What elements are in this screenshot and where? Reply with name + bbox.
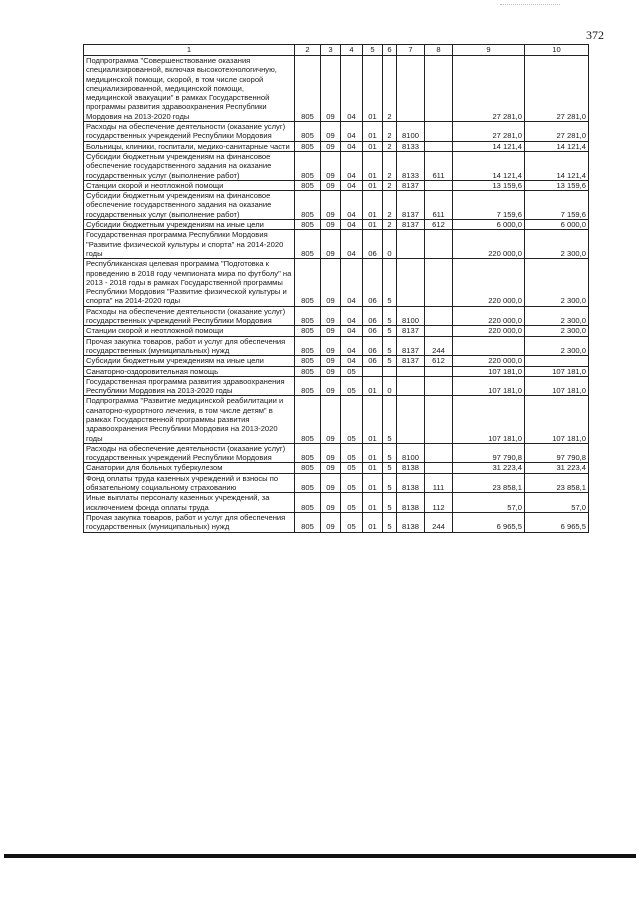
cell-col-6	[383, 366, 397, 376]
cell-col-5: 01	[363, 396, 383, 443]
cell-col-9: 31 223,4	[453, 463, 525, 473]
row-name: Расходы на обеспечение деятельности (оказание услуг) государственных учреждений Республики Мордовия	[84, 443, 295, 463]
cell-col-4: 05	[341, 443, 363, 463]
cell-col-6: 5	[383, 512, 397, 532]
cell-col-7: 8137	[397, 180, 425, 190]
cell-col-6: 5	[383, 326, 397, 336]
cell-col-3: 09	[321, 230, 341, 259]
cell-col-4: 04	[341, 230, 363, 259]
cell-col-3: 09	[321, 122, 341, 142]
table-body	[84, 56, 589, 533]
cell-col-5: 01	[363, 463, 383, 473]
cell-col-2: 805	[295, 463, 321, 473]
cell-col-9: 23 858,1	[453, 473, 525, 493]
cell-col-8: 612	[425, 356, 453, 366]
table-row	[84, 230, 589, 259]
cell-col-3: 09	[321, 220, 341, 230]
cell-col-8	[425, 180, 453, 190]
cell-col-2: 805	[295, 396, 321, 443]
cell-col-6: 2	[383, 220, 397, 230]
cell-col-7	[397, 259, 425, 306]
cell-col-5: 01	[363, 443, 383, 463]
cell-col-3: 09	[321, 366, 341, 376]
table-row	[84, 180, 589, 190]
cell-col-10: 27 281,0	[525, 122, 589, 142]
cell-col-8: 612	[425, 220, 453, 230]
cell-col-3: 09	[321, 443, 341, 463]
row-name: Субсидии бюджетным учреждениям на финансовое обеспечение государственного задания на оказание государственных услуг (выполнение работ)	[84, 191, 295, 220]
cell-col-6: 5	[383, 493, 397, 513]
table-row	[84, 306, 589, 326]
cell-col-2: 805	[295, 306, 321, 326]
cell-col-2: 805	[295, 56, 321, 122]
cell-col-5: 01	[363, 191, 383, 220]
cell-col-10: 14 121,4	[525, 141, 589, 151]
cell-col-2: 805	[295, 122, 321, 142]
cell-col-7: 8138	[397, 512, 425, 532]
cell-col-2: 805	[295, 230, 321, 259]
table-row	[84, 473, 589, 493]
cell-col-10: 7 159,6	[525, 191, 589, 220]
table-row	[84, 396, 589, 443]
cell-col-3: 09	[321, 396, 341, 443]
cell-col-10: 107 181,0	[525, 396, 589, 443]
cell-col-9	[453, 336, 525, 356]
cell-col-2: 805	[295, 259, 321, 306]
cell-col-7: 8138	[397, 493, 425, 513]
cell-col-3: 09	[321, 56, 341, 122]
cell-col-10: 27 281,0	[525, 56, 589, 122]
cell-col-2: 805	[295, 512, 321, 532]
col-header: 2	[295, 45, 321, 56]
row-name: Больницы, клиники, госпитали, медико-санитарные части	[84, 141, 295, 151]
cell-col-9: 220 000,0	[453, 356, 525, 366]
table-row	[84, 220, 589, 230]
cell-col-2: 805	[295, 356, 321, 366]
cell-col-2: 805	[295, 180, 321, 190]
cell-col-9: 14 121,4	[453, 151, 525, 180]
table-row	[84, 56, 589, 122]
cell-col-4: 04	[341, 306, 363, 326]
cell-col-6: 5	[383, 443, 397, 463]
col-header: 8	[425, 45, 453, 56]
cell-col-5: 01	[363, 493, 383, 513]
cell-col-4: 04	[341, 191, 363, 220]
cell-col-9: 6 965,5	[453, 512, 525, 532]
cell-col-3: 09	[321, 141, 341, 151]
cell-col-10: 2 300,0	[525, 259, 589, 306]
cell-col-5: 01	[363, 122, 383, 142]
cell-col-2: 805	[295, 326, 321, 336]
col-header: 1	[84, 45, 295, 56]
cell-col-5: 01	[363, 141, 383, 151]
cell-col-8	[425, 396, 453, 443]
table-row	[84, 151, 589, 180]
cell-col-4: 05	[341, 463, 363, 473]
cell-col-4: 05	[341, 473, 363, 493]
cell-col-5: 06	[363, 326, 383, 336]
cell-col-7: 8100	[397, 306, 425, 326]
page-bottom-rule	[4, 854, 636, 858]
row-name: Санаторно-оздоровительная помощь	[84, 366, 295, 376]
cell-col-8: 112	[425, 493, 453, 513]
cell-col-4: 04	[341, 220, 363, 230]
cell-col-6: 5	[383, 356, 397, 366]
table-row	[84, 122, 589, 142]
cell-col-9: 27 281,0	[453, 56, 525, 122]
cell-col-7: 8133	[397, 141, 425, 151]
cell-col-2: 805	[295, 493, 321, 513]
cell-col-8	[425, 56, 453, 122]
cell-col-8	[425, 230, 453, 259]
cell-col-4: 05	[341, 396, 363, 443]
row-name: Подпрограмма "Совершенствование оказания специализированной, включая высокотехнологичную, медицинской помощи, скорой, в том числе скорой специализированной, медицинской помощи, медицинской эвакуации" в рамках Государственной программы развития здравоохранения Республики Мордовия на 2013-2020 годы	[84, 56, 295, 122]
cell-col-7: 8137	[397, 326, 425, 336]
cell-col-3: 09	[321, 180, 341, 190]
cell-col-6: 5	[383, 463, 397, 473]
table-row	[84, 191, 589, 220]
cell-col-6: 2	[383, 191, 397, 220]
col-header: 3	[321, 45, 341, 56]
cell-col-9: 220 000,0	[453, 326, 525, 336]
cell-col-6: 2	[383, 141, 397, 151]
col-header: 5	[363, 45, 383, 56]
col-header: 6	[383, 45, 397, 56]
cell-col-9: 6 000,0	[453, 220, 525, 230]
cell-col-4: 05	[341, 366, 363, 376]
cell-col-2: 805	[295, 376, 321, 396]
cell-col-4: 04	[341, 259, 363, 306]
cell-col-9: 13 159,6	[453, 180, 525, 190]
cell-col-3: 09	[321, 151, 341, 180]
cell-col-5: 06	[363, 356, 383, 366]
cell-col-6: 5	[383, 306, 397, 326]
cell-col-7	[397, 376, 425, 396]
cell-col-3: 09	[321, 376, 341, 396]
cell-col-10: 14 121,4	[525, 151, 589, 180]
cell-col-4: 04	[341, 141, 363, 151]
cell-col-10: 107 181,0	[525, 366, 589, 376]
table-row	[84, 366, 589, 376]
cell-col-9: 27 281,0	[453, 122, 525, 142]
col-header: 7	[397, 45, 425, 56]
row-name: Субсидии бюджетным учреждениям на иные цели	[84, 356, 295, 366]
cell-col-7: 8100	[397, 122, 425, 142]
cell-col-8	[425, 306, 453, 326]
cell-col-3: 09	[321, 259, 341, 306]
budget-table	[83, 44, 589, 533]
cell-col-5	[363, 366, 383, 376]
cell-col-4: 04	[341, 122, 363, 142]
cell-col-8	[425, 326, 453, 336]
cell-col-6: 0	[383, 230, 397, 259]
cell-col-10: 31 223,4	[525, 463, 589, 473]
row-name: Расходы на обеспечение деятельности (оказание услуг) государственных учреждений Республики Мордовия	[84, 306, 295, 326]
cell-col-4: 04	[341, 356, 363, 366]
col-header: 10	[525, 45, 589, 56]
cell-col-9: 97 790,8	[453, 443, 525, 463]
cell-col-5: 01	[363, 151, 383, 180]
cell-col-2: 805	[295, 336, 321, 356]
cell-col-4: 04	[341, 336, 363, 356]
cell-col-4: 05	[341, 376, 363, 396]
row-name: Подпрограмма "Развитие медицинской реабилитации и санаторно-курортного лечения, в том числе детям" в рамках Государственной программы развития здравоохранения Республики Мордовия на 2013-2020 годы	[84, 396, 295, 443]
col-header: 4	[341, 45, 363, 56]
cell-col-7: 8138	[397, 473, 425, 493]
cell-col-8	[425, 122, 453, 142]
cell-col-6: 5	[383, 396, 397, 443]
cell-col-3: 09	[321, 306, 341, 326]
cell-col-4: 04	[341, 151, 363, 180]
table-row	[84, 493, 589, 513]
cell-col-7: 8137	[397, 220, 425, 230]
cell-col-10: 6 965,5	[525, 512, 589, 532]
cell-col-3: 09	[321, 326, 341, 336]
cell-col-6: 5	[383, 336, 397, 356]
cell-col-4: 05	[341, 512, 363, 532]
cell-col-7: 8100	[397, 443, 425, 463]
table-row	[84, 326, 589, 336]
cell-col-3: 09	[321, 493, 341, 513]
cell-col-9: 107 181,0	[453, 376, 525, 396]
col-header: 9	[453, 45, 525, 56]
row-name: Государственная программа развития здравоохранения Республики Мордовия на 2013-2020 годы	[84, 376, 295, 396]
row-name: Республиканская целевая программа "Подготовка к проведению в 2018 году чемпионата мира по футболу" на 2013 - 2018 годы в рамках Государственной программы Республики Мордовия "Развитие физической культуры и спорта" на 2014-2020 годы	[84, 259, 295, 306]
cell-col-10	[525, 356, 589, 366]
cell-col-2: 805	[295, 220, 321, 230]
cell-col-5: 01	[363, 473, 383, 493]
cell-col-4: 05	[341, 493, 363, 513]
table-row	[84, 336, 589, 356]
scan-artifact	[500, 4, 560, 6]
cell-col-9: 107 181,0	[453, 366, 525, 376]
cell-col-8	[425, 259, 453, 306]
table-row	[84, 356, 589, 366]
cell-col-7: 8137	[397, 336, 425, 356]
cell-col-10: 2 300,0	[525, 336, 589, 356]
cell-col-2: 805	[295, 473, 321, 493]
cell-col-6: 2	[383, 180, 397, 190]
row-name: Прочая закупка товаров, работ и услуг для обеспечения государственных (муниципальных) нужд	[84, 512, 295, 532]
cell-col-5: 06	[363, 230, 383, 259]
cell-col-7: 8138	[397, 463, 425, 473]
cell-col-2: 805	[295, 366, 321, 376]
cell-col-10: 57,0	[525, 493, 589, 513]
cell-col-5: 01	[363, 376, 383, 396]
cell-col-8	[425, 463, 453, 473]
cell-col-9: 107 181,0	[453, 396, 525, 443]
cell-col-7	[397, 396, 425, 443]
cell-col-8: 611	[425, 151, 453, 180]
cell-col-2: 805	[295, 151, 321, 180]
row-name: Фонд оплаты труда казенных учреждений и взносы по обязательному социальному страхованию	[84, 473, 295, 493]
cell-col-8	[425, 443, 453, 463]
cell-col-7: 8137	[397, 191, 425, 220]
cell-col-2: 805	[295, 141, 321, 151]
cell-col-3: 09	[321, 463, 341, 473]
cell-col-10: 97 790,8	[525, 443, 589, 463]
cell-col-8	[425, 376, 453, 396]
row-name: Станции скорой и неотложной помощи	[84, 326, 295, 336]
row-name: Субсидии бюджетным учреждениям на финансовое обеспечение государственного задания на оказание государственных услуг (выполнение работ)	[84, 151, 295, 180]
cell-col-5: 06	[363, 336, 383, 356]
cell-col-7: 8133	[397, 151, 425, 180]
table-row	[84, 463, 589, 473]
cell-col-3: 09	[321, 356, 341, 366]
cell-col-10: 107 181,0	[525, 376, 589, 396]
cell-col-8: 611	[425, 191, 453, 220]
table-row	[84, 141, 589, 151]
cell-col-7: 8137	[397, 356, 425, 366]
cell-col-3: 09	[321, 336, 341, 356]
cell-col-8: 111	[425, 473, 453, 493]
cell-col-5: 01	[363, 180, 383, 190]
cell-col-5: 06	[363, 306, 383, 326]
row-name: Прочая закупка товаров, работ и услуг для обеспечения государственных (муниципальных) нужд	[84, 336, 295, 356]
cell-col-5: 06	[363, 259, 383, 306]
cell-col-6: 2	[383, 122, 397, 142]
row-name: Станции скорой и неотложной помощи	[84, 180, 295, 190]
cell-col-9: 220 000,0	[453, 259, 525, 306]
cell-col-10: 2 300,0	[525, 230, 589, 259]
cell-col-8	[425, 366, 453, 376]
page-number: 372	[586, 28, 604, 42]
cell-col-8: 244	[425, 512, 453, 532]
cell-col-6: 5	[383, 259, 397, 306]
table-row	[84, 376, 589, 396]
cell-col-4: 04	[341, 180, 363, 190]
row-name: Иные выплаты персоналу казенных учреждений, за исключением фонда оплаты труда	[84, 493, 295, 513]
cell-col-6: 2	[383, 56, 397, 122]
table-row	[84, 512, 589, 532]
cell-col-9: 7 159,6	[453, 191, 525, 220]
cell-col-7	[397, 56, 425, 122]
row-name: Санатории для больных туберкулезом	[84, 463, 295, 473]
cell-col-5: 01	[363, 56, 383, 122]
row-name: Государственная программа Республики Мордовия "Развитие физической культуры и спорта" на 2014-2020 годы	[84, 230, 295, 259]
cell-col-3: 09	[321, 473, 341, 493]
row-name: Субсидии бюджетным учреждениям на иные цели	[84, 220, 295, 230]
cell-col-5: 01	[363, 512, 383, 532]
table-row	[84, 259, 589, 306]
header-row	[84, 45, 589, 56]
cell-col-6: 5	[383, 473, 397, 493]
cell-col-3: 09	[321, 191, 341, 220]
cell-col-10: 23 858,1	[525, 473, 589, 493]
cell-col-6: 2	[383, 151, 397, 180]
cell-col-9: 57,0	[453, 493, 525, 513]
cell-col-10: 6 000,0	[525, 220, 589, 230]
cell-col-10: 2 300,0	[525, 326, 589, 336]
cell-col-8: 244	[425, 336, 453, 356]
cell-col-9: 220 000,0	[453, 230, 525, 259]
cell-col-8	[425, 141, 453, 151]
cell-col-2: 805	[295, 443, 321, 463]
cell-col-10: 13 159,6	[525, 180, 589, 190]
cell-col-7	[397, 366, 425, 376]
cell-col-6: 0	[383, 376, 397, 396]
cell-col-5: 01	[363, 220, 383, 230]
row-name: Расходы на обеспечение деятельности (оказание услуг) государственных учреждений Республики Мордовия	[84, 122, 295, 142]
cell-col-2: 805	[295, 191, 321, 220]
cell-col-7	[397, 230, 425, 259]
cell-col-4: 04	[341, 326, 363, 336]
cell-col-10: 2 300,0	[525, 306, 589, 326]
cell-col-4: 04	[341, 56, 363, 122]
cell-col-9: 14 121,4	[453, 141, 525, 151]
table-row	[84, 443, 589, 463]
cell-col-3: 09	[321, 512, 341, 532]
cell-col-9: 220 000,0	[453, 306, 525, 326]
